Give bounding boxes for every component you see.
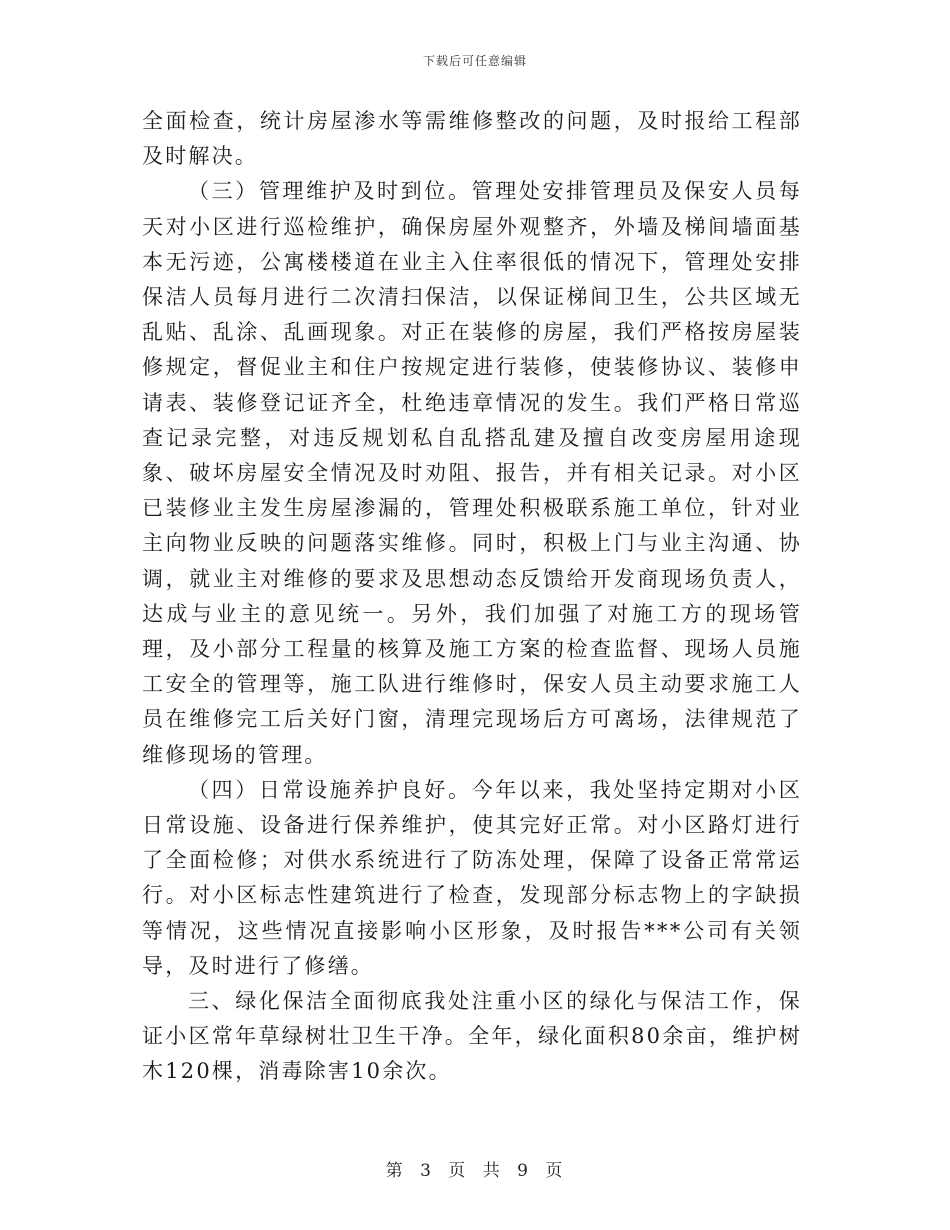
footer-suffix: 页 xyxy=(545,1161,565,1181)
paragraph-management-maintenance: （三）管理维护及时到位。管理处安排管理员及保安人员每天对小区进行巡检维护，确保房屋外观整齐，外墙及梯间墙面基本无污迹，公寓楼楼道在业主入住率很低的情况下，管理处安排保洁人员每月进行二次清扫保洁，以保证梯间卫生，公共区域无乱贴、乱涂、乱画现象。对正在装修的房屋，我们严格按房屋装修规定，督促业主和住户按规定进行装修，使装修协议、装修申请表、装修登记证齐全，杜绝违章情况的发生。我们严格日常巡查记录完整，对违反规划私自乱搭乱建及擅自改变房屋用途现象、破坏房屋安全情况及时劝阻、报告，并有相关记录。对小区已装修业主发生房屋渗漏的，管理处积极联系施工单位，针对业主向物业反映的问题落实维修。同时，积极上门与业主沟通、协调，就业主对维修的要求及思想动态反馈给开发商现场负责人，达成与业主的意见统一。另外，我们加强了对施工方的现场管理，及小部分工程量的核算及施工方案的检查监督、现场人员施工安全的管理等，施工队进行维修时，保安人员主动要求施工人员在维修完工后关好门窗，清理完现场后方可离场，法律规范了维修现场的管理。 xyxy=(142,179,802,767)
paragraph-continuation: 全面检查，统计房屋渗水等需维修整改的问题，及时报给工程部及时解决。 xyxy=(142,109,802,169)
page-header-note: 下载后可任意编辑 xyxy=(422,54,527,68)
paragraph-facility-upkeep: （四）日常设施养护良好。今年以来，我处坚持定期对小区日常设施、设备进行保养维护，使其完好正常。对小区路灯进行了全面检修；对供水系统进行了防冻处理，保障了设备正常常运行。对小区标志性建筑进行了检查，发现部分标志物上的字缺损等情况，这些情况直接影响小区形象，及时报告***公司有关领导，及时进行了修缮。 xyxy=(142,777,802,978)
document-body xyxy=(142,104,802,1090)
footer-total-pages: 9 xyxy=(517,1161,530,1181)
paragraph-greening-cleaning: 三、绿化保洁全面彻底我处注重小区的绿化与保洁工作，保证小区常年草绿树壮卫生干净。全年，绿化面积80余亩，维护树木120棵，消毒除害10余次。 xyxy=(142,989,802,1084)
footer-page-word: 页 xyxy=(448,1161,468,1181)
footer-total-word: 共 xyxy=(482,1161,502,1181)
footer-prefix: 第 xyxy=(385,1161,405,1181)
page-footer xyxy=(0,1156,950,1181)
footer-current-page: 3 xyxy=(420,1161,433,1181)
